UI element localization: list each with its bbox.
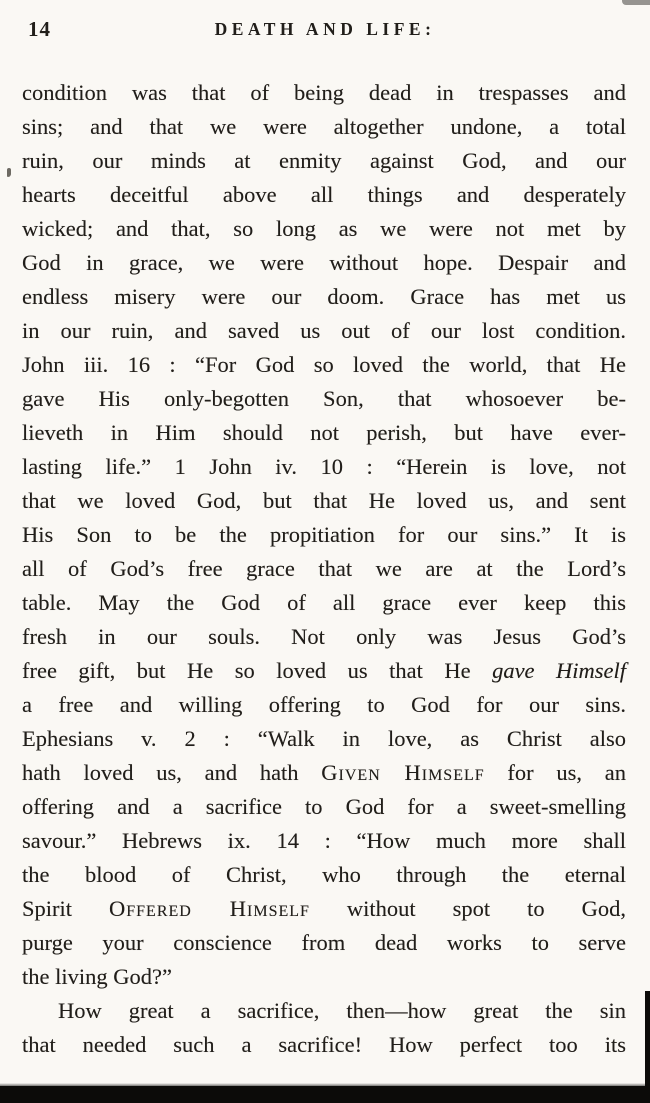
text-line: hearts deceitful above all things and desperately bbox=[22, 182, 626, 207]
text-line: offering and a sacrifice to God for a sweet-smelling bbox=[22, 794, 626, 819]
text-line: wicked; and that, so long as we were not met by bbox=[22, 216, 626, 241]
scan-corner-smudge bbox=[622, 0, 650, 5]
text-line: How great a sacrifice, then—how great the sin bbox=[58, 998, 626, 1023]
text-line: condition was that of being dead in trespasses and bbox=[22, 80, 626, 105]
text-line: Spirit Offered Himself without spot to God, bbox=[22, 896, 627, 921]
page-number: 14 bbox=[28, 17, 51, 41]
text-line: the living God?” bbox=[22, 964, 172, 989]
text-line: a free and willing offering to God for our sins. bbox=[22, 692, 626, 717]
text-line: lieveth in Him should not perish, but have ever- bbox=[22, 420, 626, 445]
text-line: John iii. 16 : “For God so loved the world, that He bbox=[22, 352, 626, 377]
text-line: purge your conscience from dead works to serve bbox=[22, 930, 626, 955]
text-line: the blood of Christ, who through the eternal bbox=[22, 862, 626, 887]
print-artifact bbox=[7, 168, 11, 177]
text-line: God in grace, we were without hope. Despair and bbox=[22, 250, 626, 275]
running-head: DEATH AND LIFE: bbox=[214, 19, 436, 39]
page-body bbox=[22, 76, 626, 1062]
text-line: in our ruin, and saved us out of our lost condition. bbox=[22, 318, 626, 343]
text-line: ruin, our minds at enmity against God, and our bbox=[22, 148, 626, 173]
text-line: table. May the God of all grace ever keep this bbox=[22, 590, 626, 615]
text-line: free gift, but He so loved us that He gave Himself bbox=[22, 658, 627, 683]
text-line: endless misery were our doom. Grace has met us bbox=[22, 284, 626, 309]
text-line: that we loved God, but that He loved us, and sent bbox=[22, 488, 626, 513]
text-line: His Son to be the propitiation for our sins.” It is bbox=[22, 522, 626, 547]
text-line: that needed such a sacrifice! How perfect too its bbox=[22, 1032, 626, 1057]
text-line: fresh in our souls. Not only was Jesus God’s bbox=[22, 624, 626, 649]
scan-edge-bottom bbox=[0, 1086, 650, 1103]
text-line: sins; and that we were altogether undone, a total bbox=[22, 114, 626, 139]
text-line: Ephesians v. 2 : “Walk in love, as Christ also bbox=[22, 726, 626, 751]
page-header bbox=[0, 16, 650, 46]
text-line: gave His only-begotten Son, that whosoever be- bbox=[22, 386, 626, 411]
text-line: hath loved us, and hath Given Himself for us, an bbox=[22, 760, 626, 785]
scan-edge-right bbox=[645, 991, 650, 1086]
text-line: all of God’s free grace that we are at the Lord’s bbox=[22, 556, 626, 581]
text-line: savour.” Hebrews ix. 14 : “How much more shall bbox=[22, 828, 626, 853]
text-line: lasting life.” 1 John iv. 10 : “Herein is love, not bbox=[22, 454, 626, 479]
